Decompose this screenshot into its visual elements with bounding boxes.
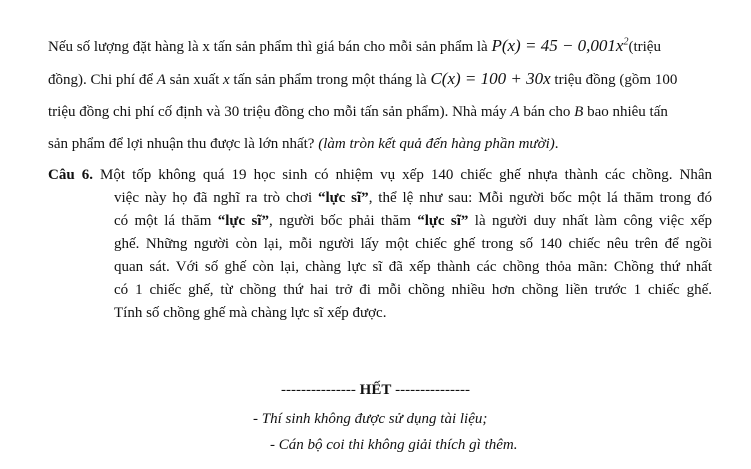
text-segment: sản xuất [165,72,223,88]
text-segment: sản phẩm để lợi nhuận thu được là lớn nhất? [48,136,319,152]
price-formula: $P(x) = 45 - 0,001x^2$ [491,36,629,55]
problem-line-1 [48,36,661,55]
game-name: “lực sĩ” [317,190,369,206]
question-line: Tính số chồng ghế mà chàng lực sĩ xếp được. [114,305,387,321]
text-segment: bao nhiêu tấn [583,104,668,120]
text-segment: là người duy nhất làm công việc xếp [468,213,712,229]
question-line: ghế. Những người còn lại, mỗi người lấy một chiếc ghế trong số 140 chiếc nêu trên để ngồi [114,236,712,252]
question-line [48,187,712,210]
text-segment: , thể lệ như sau: Mỗi người bốc một lá thăm trong đó [368,190,712,206]
question-line [48,164,712,187]
dashes: --------------- [280,382,360,398]
text-segment: Nếu số lượng đặt hàng là x tấn sản phẩm thì giá bán cho mỗi sản phẩm là [48,39,492,55]
var-A: A [510,104,520,120]
problem-line-3 [48,104,668,120]
text-segment: đồng). Chi phí để [48,72,157,88]
text-segment: triệu đồng chi phí cố định và 30 triệu đồng cho mỗi tấn sản phẩm). Nhà máy [48,104,511,120]
end-marker [0,382,751,399]
problem-text [48,30,712,160]
cost-formula: C(x) = 100 + 30x [430,69,551,88]
dashes: --------------- [391,382,471,398]
problem-line-4 [48,136,559,152]
var-B: B [574,104,584,120]
footer-note-1: - Thí sinh không được sử dụng tài liệu; [253,411,488,427]
text-segment: việc này họ đã nghĩ ra trò chơi [114,190,318,206]
text-segment: Một tốp không quá 19 học sinh có nhiệm vụ xếp 140 chiếc ghế nhựa thành các chồng. Nhân [92,167,712,183]
problem-line-2 [48,69,678,88]
question-6 [48,164,712,325]
question-line: quan sát. Với số ghế còn lại, chàng lực sĩ đã xếp thành các chồng thỏa mãn: Chồng thứ nhất [114,259,712,275]
text-segment: tấn sản phẩm trong một tháng là [229,72,431,88]
question-label: Câu 6. [48,167,93,183]
text-segment: bán cho [519,104,575,120]
text-segment: (triệu [628,39,661,55]
text-segment: triệu đồng (gồm 100 [550,72,678,88]
var-A: A [156,72,166,88]
question-line: có 1 chiếc ghế, từ chồng thứ hai trở đi mỗi chồng nhiều hơn chồng liền trước 1 chiếc ghế. [114,282,712,298]
var-x: x [223,72,230,88]
game-name: “lực sĩ” [417,213,469,229]
rounding-note: (làm tròn kết quả đến hàng phần mười) [318,136,555,152]
question-line [48,210,712,233]
footer-note-2: - Cán bộ coi thi không giải thích gì thêm. [270,437,518,453]
text-segment: có một lá thăm [114,213,218,229]
end-word: HẾT [359,382,392,398]
game-name: “lực sĩ” [217,213,269,229]
text-segment: . [554,136,559,152]
text-segment: , người bốc phải thăm [268,213,418,229]
